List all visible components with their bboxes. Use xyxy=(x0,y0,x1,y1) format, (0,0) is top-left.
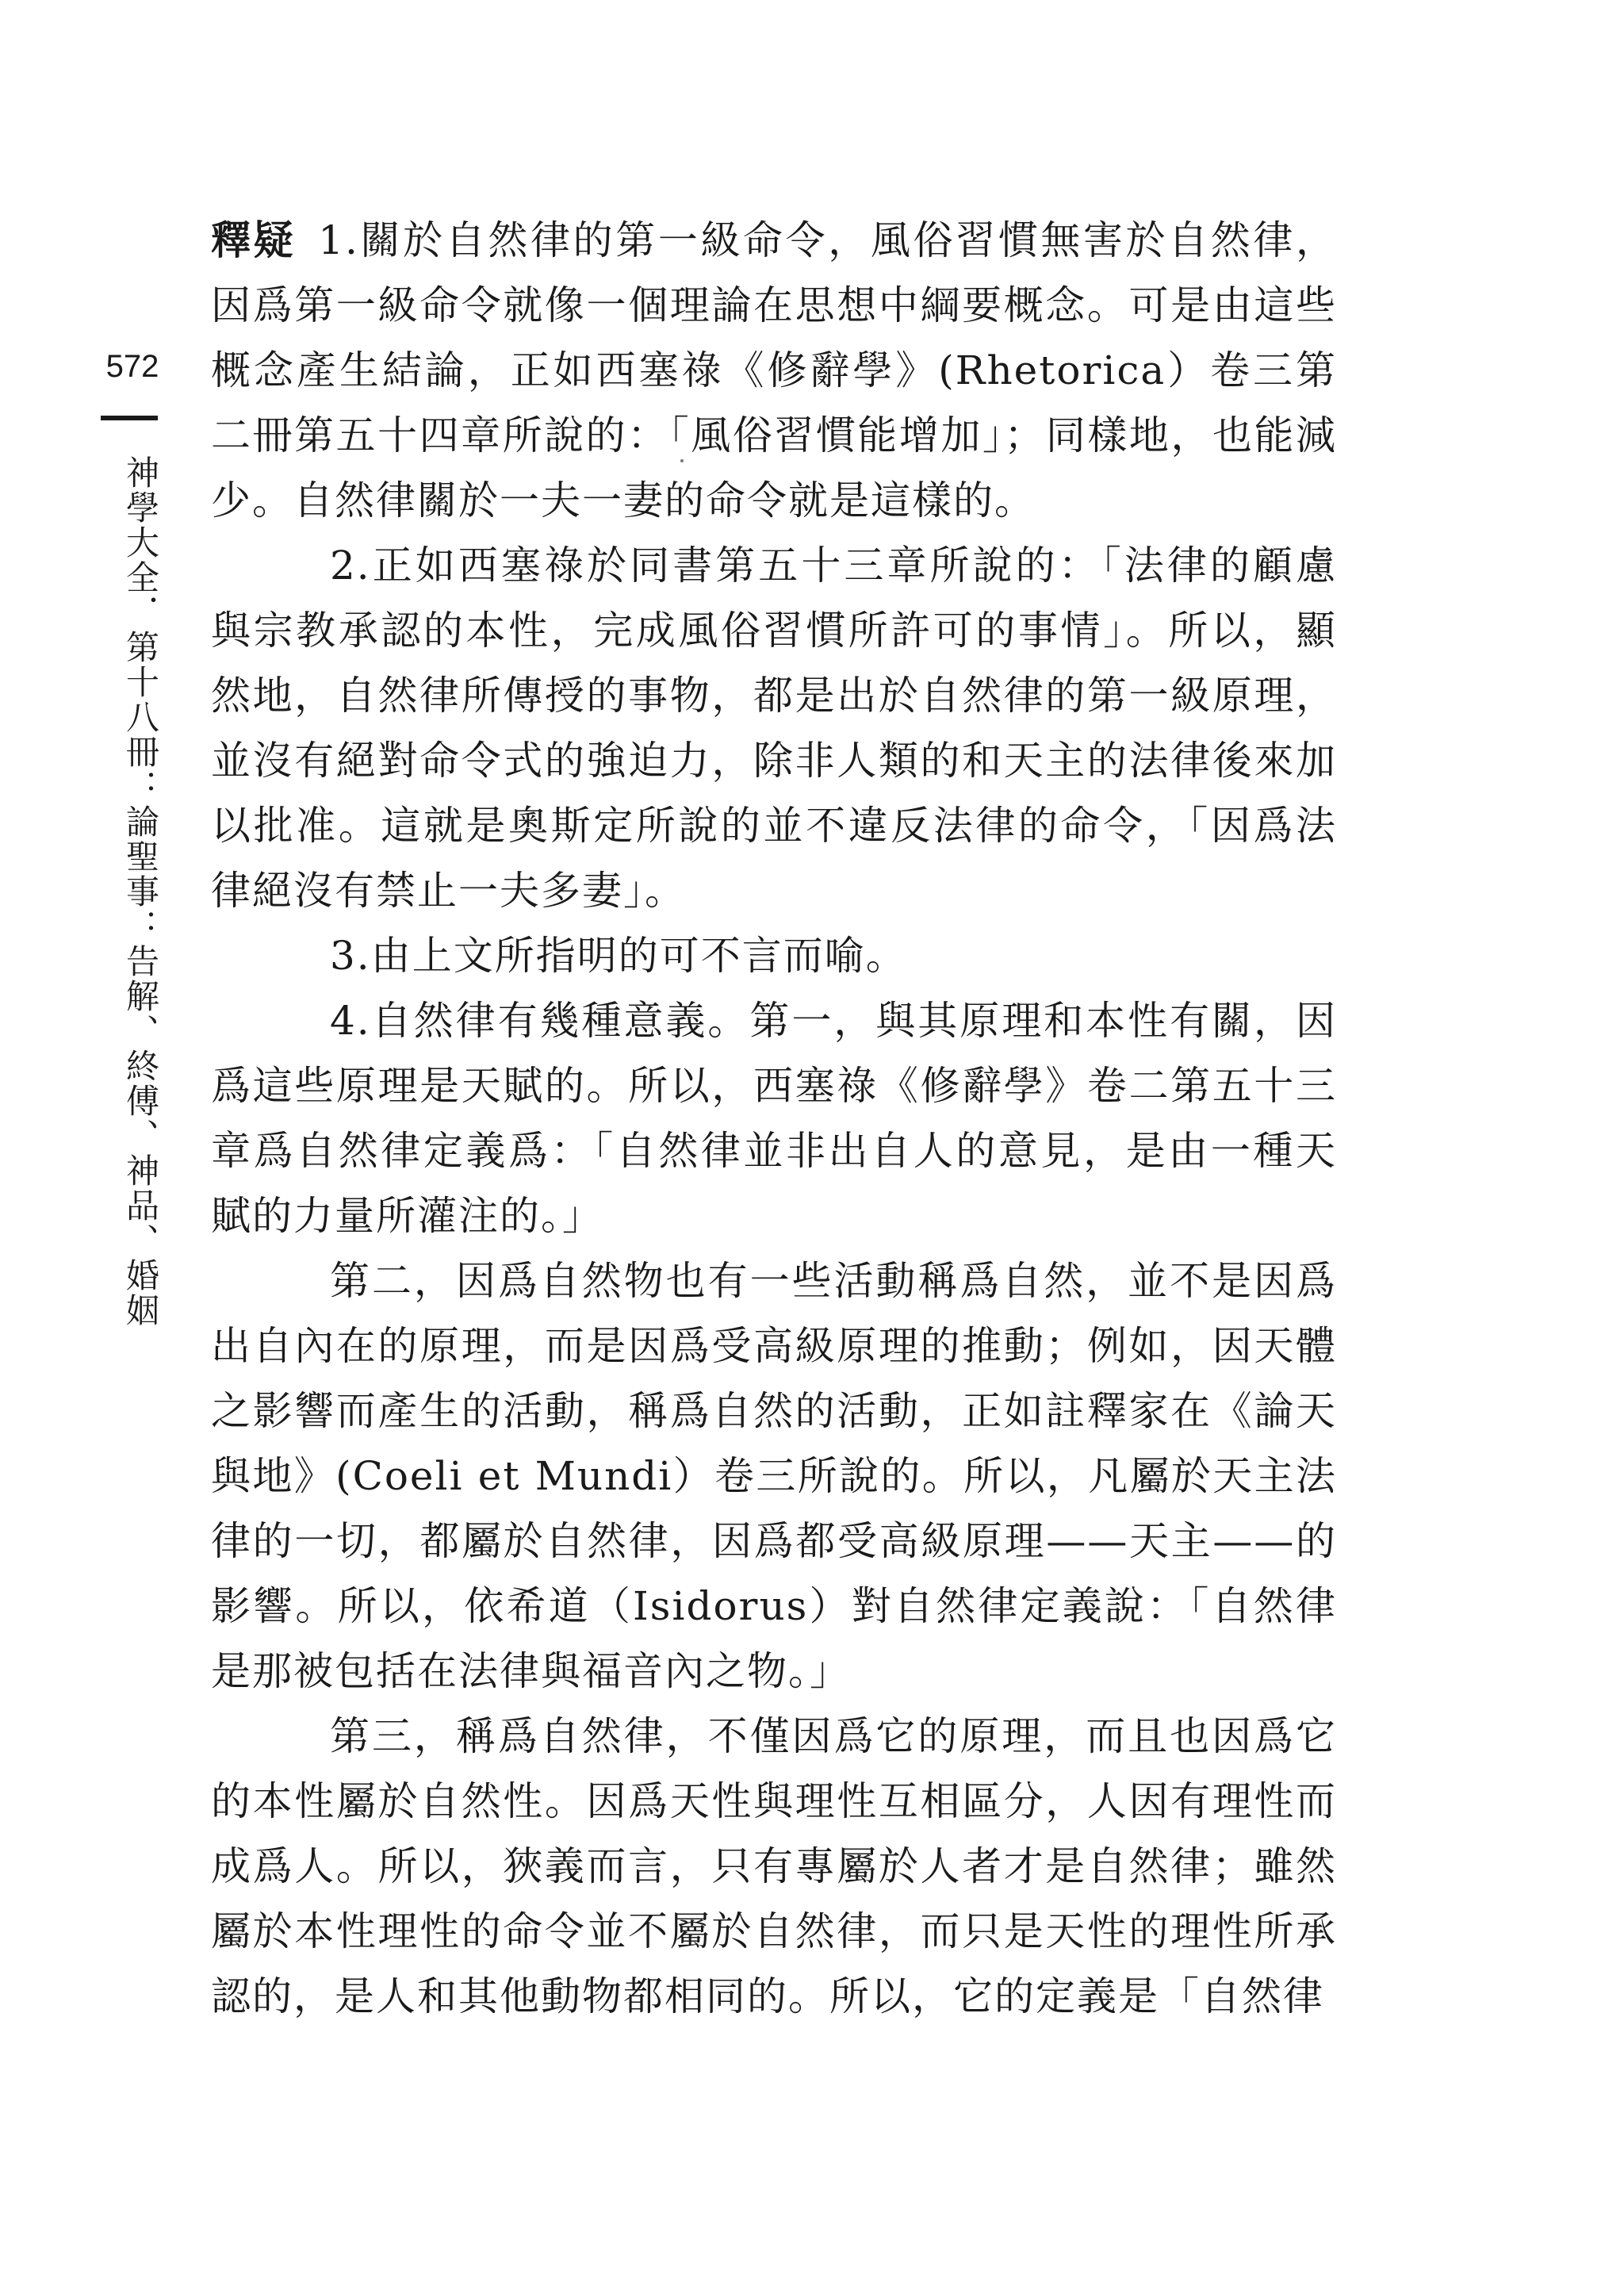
body-text xyxy=(211,208,1337,2029)
reply-paragraph-3: 3.由上文所指明的可不言而喻。 xyxy=(330,933,907,979)
reply-paragraph-5: 第二，因爲自然物也有一些活動稱爲自然，並不是因爲出自內在的原理，而是因爲受高級原理的推動；例如，因天體之影響而產生的活動，稱爲自然的活動，正如註釋家在《論天與地》(Coeli et Mundi）卷三所說的。所以，凡屬於天主法律的一切，都屬於自然律，因爲都受高級原理——天主——的影響。所以，依希道（Isidorus）對自然律定義說：「自然律是那被包括在法律與福音內之物。」 xyxy=(211,1258,1337,1694)
page-number: 572 xyxy=(105,349,159,384)
reply-paragraph-1 xyxy=(211,208,1337,533)
reply-paragraph-2: 2.正如西塞祿於同書第五十三章所說的：「法律的顧慮與宗教承認的本性，完成風俗習慣所許可的事情」。所以，顯然地，自然律所傳授的事物，都是出於自然律的第一級原理，並沒有絕對命令式的強迫力，除非人類的和天主的法律後來加以批准。這就是奧斯定所說的並不違反法律的命令，「因爲法律絕沒有禁止一夫多妻」。 xyxy=(211,543,1337,914)
reply-label: 釋疑 xyxy=(211,217,297,263)
reply-text-1: 1.關於自然律的第一級命令，風俗習慣無害於自然律，因爲第一級命令就像一個理論在思想中綱要概念。可是由這些概念產生結論，正如西塞祿《修辭學》(Rhetorica）卷三第二冊第五十四章所說的：「風俗習慣能增加」；同樣地，也能減少。自然律關於一夫一妻的命令就是這樣的。 xyxy=(211,217,1337,523)
page-number-rule xyxy=(101,416,158,420)
running-title: 神學大全．第十八冊：論聖事：告解、終傅、神品、婚姻 xyxy=(121,455,160,1328)
reply-paragraph-6: 第三，稱爲自然律，不僅因爲它的原理，而且也因爲它的本性屬於自然性。因爲天性與理性互相區分，人因有理性而成爲人。所以，狹義而言，只有專屬於人者才是自然律；雖然屬於本性理性的命令並不屬於自然律，而只是天性的理性所承認的，是人和其他動物都相同的。所以，它的定義是「自然律 xyxy=(211,1713,1337,2019)
reply-paragraph-4: 4.自然律有幾種意義。第一，與其原理和本性有關，因爲這些原理是天賦的。所以，西塞祿《修辭學》卷二第五十三章爲自然律定義爲：「自然律並非出自人的意見，是由一種天賦的力量所灌注的。」 xyxy=(211,998,1337,1239)
